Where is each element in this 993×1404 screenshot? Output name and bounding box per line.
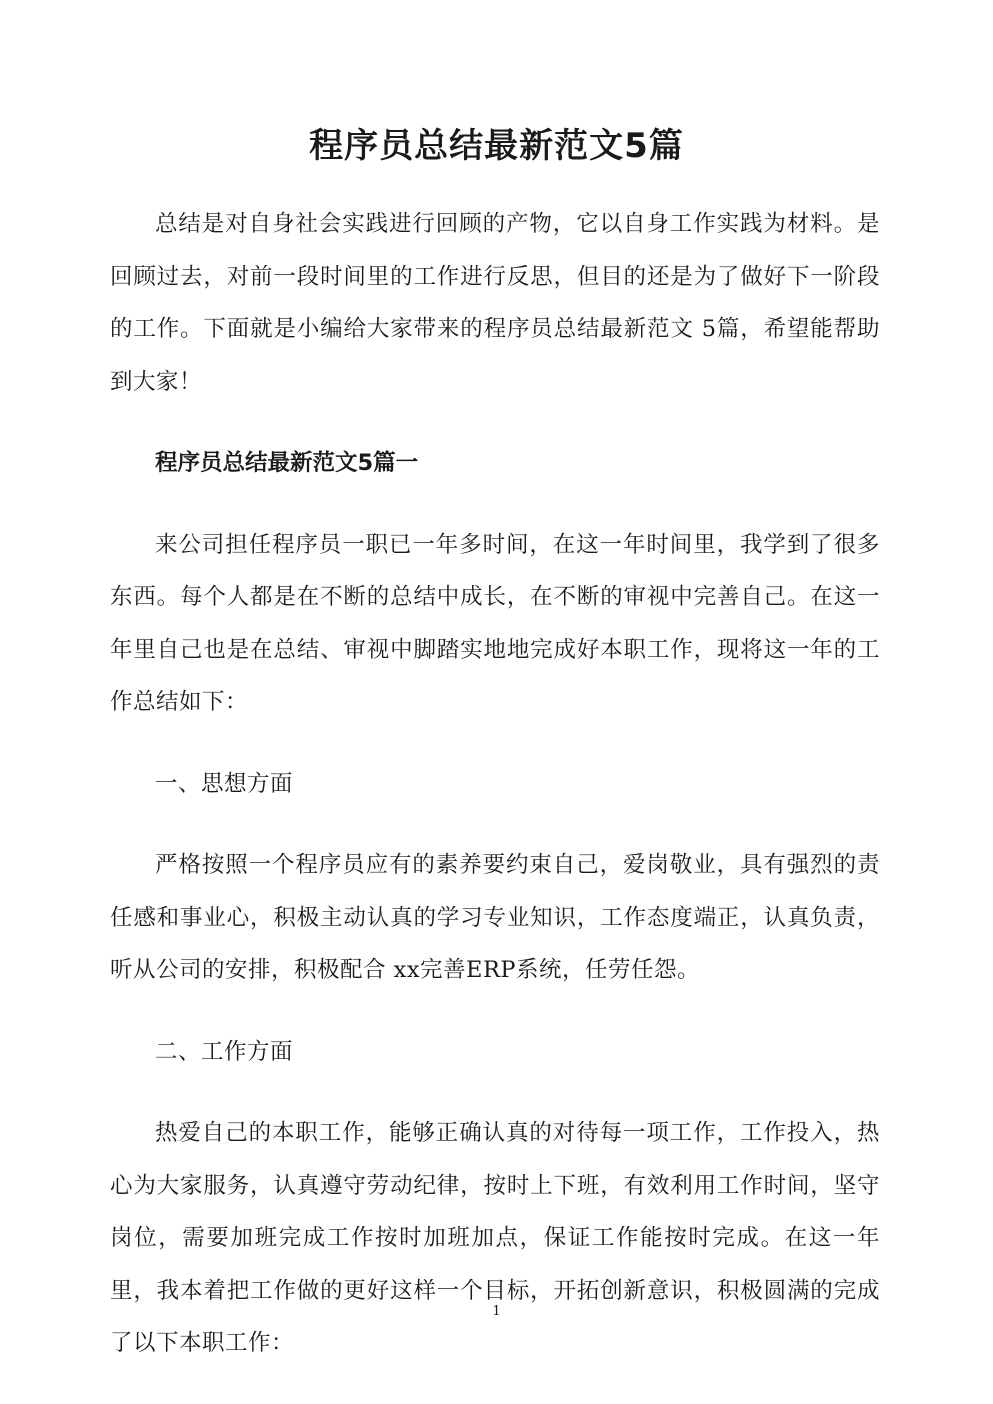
page-number: 1 [492, 1304, 501, 1319]
spacer [110, 490, 880, 519]
document-title: 程序员总结最新范文5篇 [309, 126, 684, 166]
part2-paragraph: 热爱自己的本职工作，能够正确认真的对待每一项工作，工作投入，热心为大家服务，认真遵守劳动纪律，按时上下班，有效利用工作时间，坚守岗位，需要加班完成工作按时加班加点，保证工作能按时完成。在这一年里，我本着把工作做的更好这样一个目标，开拓创新意识，积极圆满的完成了以下本职工作： [110, 1120, 880, 1356]
section-paragraph: 来公司担任程序员一职已一年多时间，在这一年时间里，我学到了很多东西。每个人都是在不断的总结中成长，在不断的审视中完善自己。在这一年里自己也是在总结、审视中脚踏实地地完成好本职工作，现将这一年的工作总结如下： [110, 531, 880, 715]
spacer [110, 729, 880, 758]
document-body [110, 198, 880, 1370]
spacer [110, 408, 880, 437]
part1-heading: 一、思想方面 [155, 770, 294, 797]
part2-heading: 二、工作方面 [155, 1038, 294, 1065]
spacer [110, 997, 880, 1026]
spacer [110, 1078, 880, 1107]
part1-paragraph: 严格按照一个程序员应有的素养要约束自己，爱岗敬业，具有强烈的责任感和事业心，积极主动认真的学习专业知识，工作态度端正，认真负责，听从公司的安排，积极配合 xx完善ERP系统，任劳任怨。 [110, 852, 880, 983]
intro-paragraph: 总结是对自身社会实践进行回顾的产物，它以自身工作实践为材料。是回顾过去，对前一段时间里的工作进行反思，但目的还是为了做好下一阶段的工作。下面就是小编给大家带来的程序员总结最新范文 5篇，希望能帮助到大家！ [110, 211, 880, 395]
spacer [110, 810, 880, 839]
section-heading: 程序员总结最新范文5篇一 [155, 450, 419, 476]
